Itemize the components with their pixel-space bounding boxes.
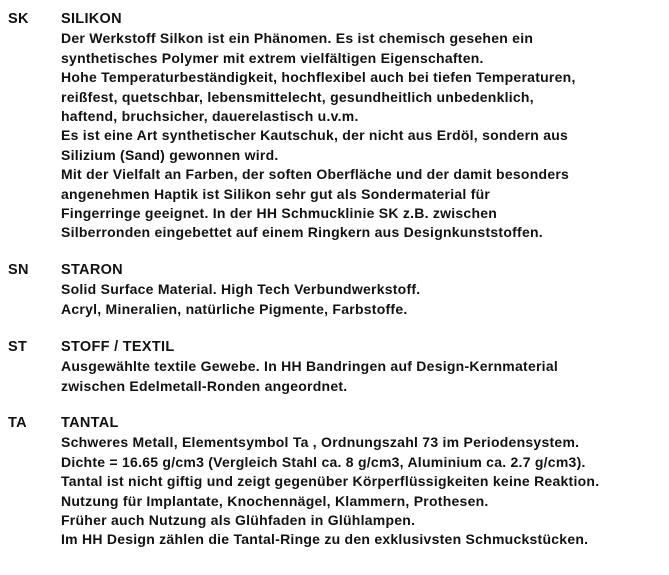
entry-line: Hohe Temperaturbeständigkeit, hochflexibel auch bei tiefen Temperaturen, [61, 69, 576, 86]
entry-line: Schweres Metall, Elementsymbol Ta , Ordnungszahl 73 im Periodensystem. [61, 434, 580, 451]
entry-title: TANTAL [61, 415, 119, 431]
entry-line: reißfest, quetschbar, lebensmittelecht, gesundheitlich unbedenklich, [61, 88, 534, 105]
entry-code: SK [8, 11, 29, 27]
entry-line: Silberronden eingebettet auf einem Ringkern aus Designkunststoffen. [61, 224, 543, 241]
entry-line: Mit der Vielfalt an Farben, der soften Oberfläche und der damit besonders [61, 166, 570, 183]
entry-line: Im HH Design zählen die Tantal-Ringe zu den exklusivsten Schmuckstücken. [61, 531, 589, 548]
entry-code: ST [8, 339, 28, 355]
entry-line: Tantal ist nicht giftig und zeigt gegenüber Körperflüssigkeiten keine Reaktion. [61, 473, 600, 490]
entry-line: Acryl, Mineralien, natürliche Pigmente, Farbstoffe. [61, 300, 408, 317]
entry-content [61, 261, 667, 319]
entry-line: Nutzung für Implantate, Knochennägel, Klammern, Prothesen. [61, 492, 489, 509]
entry-line: zwischen Edelmetall-Ronden angeordnet. [61, 377, 348, 394]
entry-line: haftend, bruchsicher, dauerelastisch u.v.m. [61, 108, 359, 125]
entry-line: Früher auch Nutzung als Glühfaden in Glühlampen. [61, 512, 416, 529]
entry-line: Fingerringe geeignet. In der HH Schmucklinie SK z.B. zwischen [61, 205, 498, 222]
entry-line: Ausgewählte textile Gewebe. In HH Bandringen auf Design-Kernmaterial [61, 358, 558, 375]
entry-line: Silizium (Sand) gewonnen wird. [61, 146, 279, 163]
entry-line: Solid Surface Material. High Tech Verbundwerkstoff. [61, 281, 421, 298]
entry-content [61, 10, 667, 243]
entry-title: STOFF / TEXTIL [61, 339, 175, 355]
entry-content [61, 338, 667, 396]
entry-code: SN [8, 262, 29, 278]
entry-line: Der Werkstoff Silkon ist ein Phänomen. Es ist chemisch gesehen ein [61, 30, 534, 47]
entry-title: STARON [61, 262, 123, 278]
entry-content [61, 414, 667, 550]
entry-line: Dichte = 16.65 g/cm3 (Vergleich Stahl ca. 8 g/cm3, Aluminium ca. 2.7 g/cm3). [61, 453, 586, 470]
entry-line: angenehmen Haptik ist Silikon sehr gut als Sondermaterial für [61, 185, 491, 202]
entry-line: synthetisches Polymer mit extrem vielfältigen Eigenschaften. [61, 49, 484, 66]
entry-code: TA [8, 415, 27, 431]
entry-line: Es ist eine Art synthetischer Kautschuk, der nicht aus Erdöl, sondern aus [61, 127, 569, 144]
entry-title: SILIKON [61, 11, 122, 27]
